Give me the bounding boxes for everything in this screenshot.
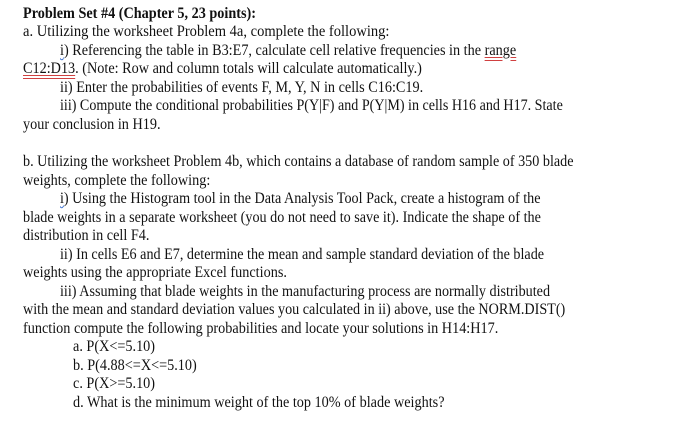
part-b-intro-line1: b. Utilizing the worksheet Problem 4b, which contains a database of random sample of 350 blade [23, 153, 574, 170]
part-a-iii-line1: iii) Compute the conditional probabilities P(Y|F) and P(Y|M) in cells H16 and H17. State [60, 97, 563, 114]
part-a-ii: ii) Enter the probabilities of events F, M, Y, N in cells C16:C19. [60, 79, 424, 96]
spellcheck-marker: i [60, 42, 64, 59]
part-a-i-line1: i) Referencing the table in B3:E7, calculate cell relative frequencies in the range [60, 42, 517, 59]
part-a-intro: a. Utilizing the worksheet Problem 4a, complete the following: [23, 23, 390, 40]
sub-question-d: d. What is the minimum weight of the top 10% of blade weights? [73, 394, 445, 411]
part-b-ii-line1: ii) In cells E6 and E7, determine the mean and sample standard deviation of the blade [60, 246, 545, 263]
sub-question-b: b. P(4.88<=X<=5.10) [73, 357, 197, 374]
part-b-i-line2: blade weights in a separate worksheet (you do not need to save it). Indicate the shape of the [23, 209, 541, 226]
sub-question-c: c. P(X>=5.10) [73, 375, 156, 392]
part-a-iii-line2: your conclusion in H19. [23, 116, 161, 133]
part-b-iii-line1: iii) Assuming that blade weights in the manufacturing process are normally distributed [60, 283, 551, 300]
spellcheck-range: range [484, 42, 517, 59]
part-b-intro-line2: weights, complete the following: [23, 172, 211, 189]
part-b-i-line1: i) Using the Histogram tool in the Data Analysis Tool Pack, create a histogram of the [60, 190, 541, 207]
sub-question-a: a. P(X<=5.10) [73, 338, 156, 355]
part-a-i-line2: C12:D13. (Note: Row and column totals will calculate automatically.) [23, 60, 422, 77]
part-b-ii-line2: weights using the appropriate Excel functions. [23, 264, 287, 281]
part-b-iii-line2: with the mean and standard deviation values you calculated in ii) above, use the NORM.DIST() [23, 301, 566, 318]
part-b-iii-line3: function compute the following probabilities and locate your solutions in H14:H17. [23, 320, 499, 337]
part-b-i-line3: distribution in cell F4. [23, 227, 150, 244]
page-title: Problem Set #4 (Chapter 5, 23 points): [23, 5, 257, 22]
